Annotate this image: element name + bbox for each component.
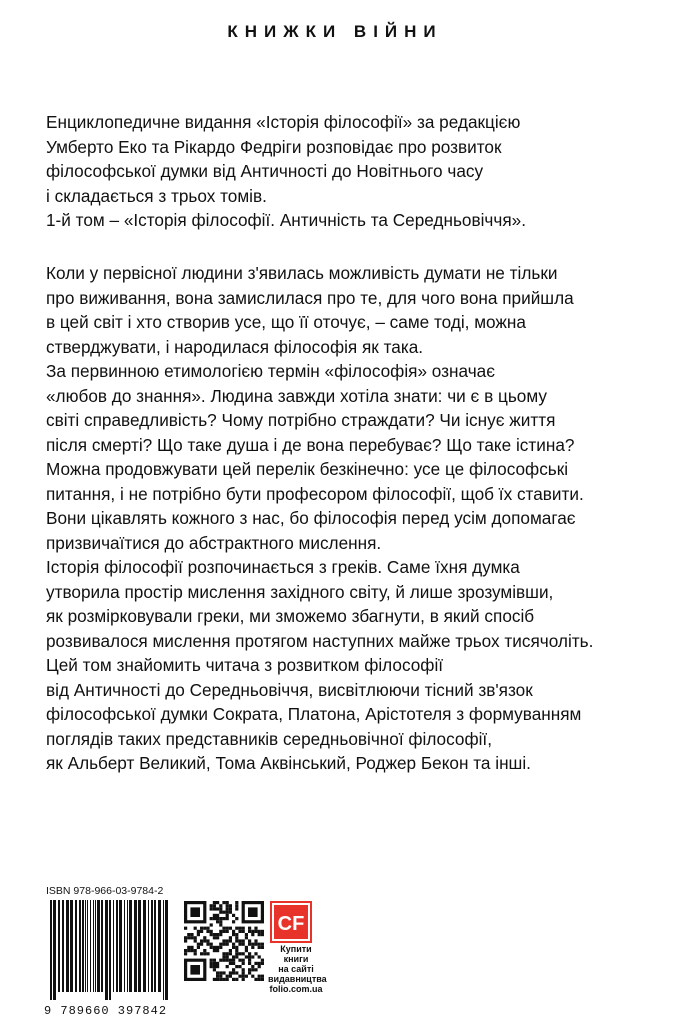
isbn-label: ISBN 978-966-03-9784-2: [46, 885, 164, 897]
description-line: світі справедливість? Чому потрібно страждати? Чи існує життя: [46, 410, 556, 430]
description-line: філософської думки Сократа, Платона, Арістотеля з формуванням: [46, 704, 582, 724]
description-line: питання, і не потрібно бути професором філософії, щоб їх ставити.: [46, 483, 584, 504]
description-line: Історія філософії розпочинається з греків. Саме їхня думка: [46, 557, 520, 577]
publisher-cta-line: folio.com.ua: [269, 984, 323, 994]
qr-code-icon: [184, 901, 264, 981]
publisher-cta: [268, 944, 327, 994]
publisher-cta-line: Купити книги: [280, 944, 312, 964]
intro-line: і складається з трьох томів.: [46, 185, 267, 206]
publisher-cta-line: на сайті: [278, 964, 314, 974]
description-line: як розмірковували греки, ми зможемо збагнути, в який спосіб: [46, 606, 535, 626]
description-line: як Альберт Великий, Тома Аквінський, Роджер Бекон та інші.: [46, 753, 531, 773]
description-line: про виживання, вона замислилася про те, для чого вона прийшла: [46, 287, 574, 308]
publisher-logo-icon: [270, 901, 312, 943]
intro-line: Умберто Еко та Рікардо Федріги розповідає про розвиток: [46, 136, 502, 157]
description-line: стверджувати, і народилася філософія як така.: [46, 336, 424, 357]
barcode-digits: 9 789660 397842: [44, 1004, 168, 1018]
publisher-cta-line: видавництва: [268, 974, 327, 984]
description-line: Цей том знайомить читача з розвитком філософії: [46, 655, 444, 675]
description-line: Вони цікавлять кожного з нас, бо філософія перед усім допомагає: [46, 508, 576, 528]
description-line: утворила простір мислення західного світу, й лише зрозумівши,: [46, 581, 554, 602]
description-line: За первинною етимологією термін «філософія» означає: [46, 361, 495, 381]
description-paragraph: [46, 261, 666, 776]
intro-line: Енциклопедичне видання «Історія філософії» за редакцією: [46, 112, 521, 132]
intro-line: 1-й том – «Історія філософії. Античність та Середньовіччя».: [46, 210, 526, 230]
description-line: після смерті? Що таке душа і де вона перебуває? Що таке істина?: [46, 434, 575, 455]
description-line: в цей світ і хто створив усе, що її оточує, – саме тоді, можна: [46, 312, 526, 332]
intro-line: філософської думки від Античності до Новітнього часу: [46, 161, 484, 181]
description-line: Можна продовжувати цей перелік безкінечно: усе це філософські: [46, 459, 569, 479]
description-line: від Античності до Середньовіччя, висвітлюючи тісний зв'язок: [46, 679, 533, 700]
description-line: розвивалося мислення протягом наступних майже трьох тисячоліть.: [46, 630, 594, 651]
description-line: призвичаїтися до абстрактного мислення.: [46, 532, 382, 553]
publisher-logo-text: CF: [277, 913, 305, 935]
description-line: поглядів таких представників середньовічної філософії,: [46, 728, 492, 749]
intro-paragraph: [46, 110, 666, 233]
description-line: «любов до знання». Людина завжди хотіла знати: чи є в цьому: [46, 385, 547, 406]
barcode-icon: [46, 900, 170, 1000]
description-line: Коли у первісної людини з'явилась можливість думати не тільки: [46, 263, 558, 283]
series-title: КНИЖКИ ВІЙНИ: [227, 22, 443, 41]
